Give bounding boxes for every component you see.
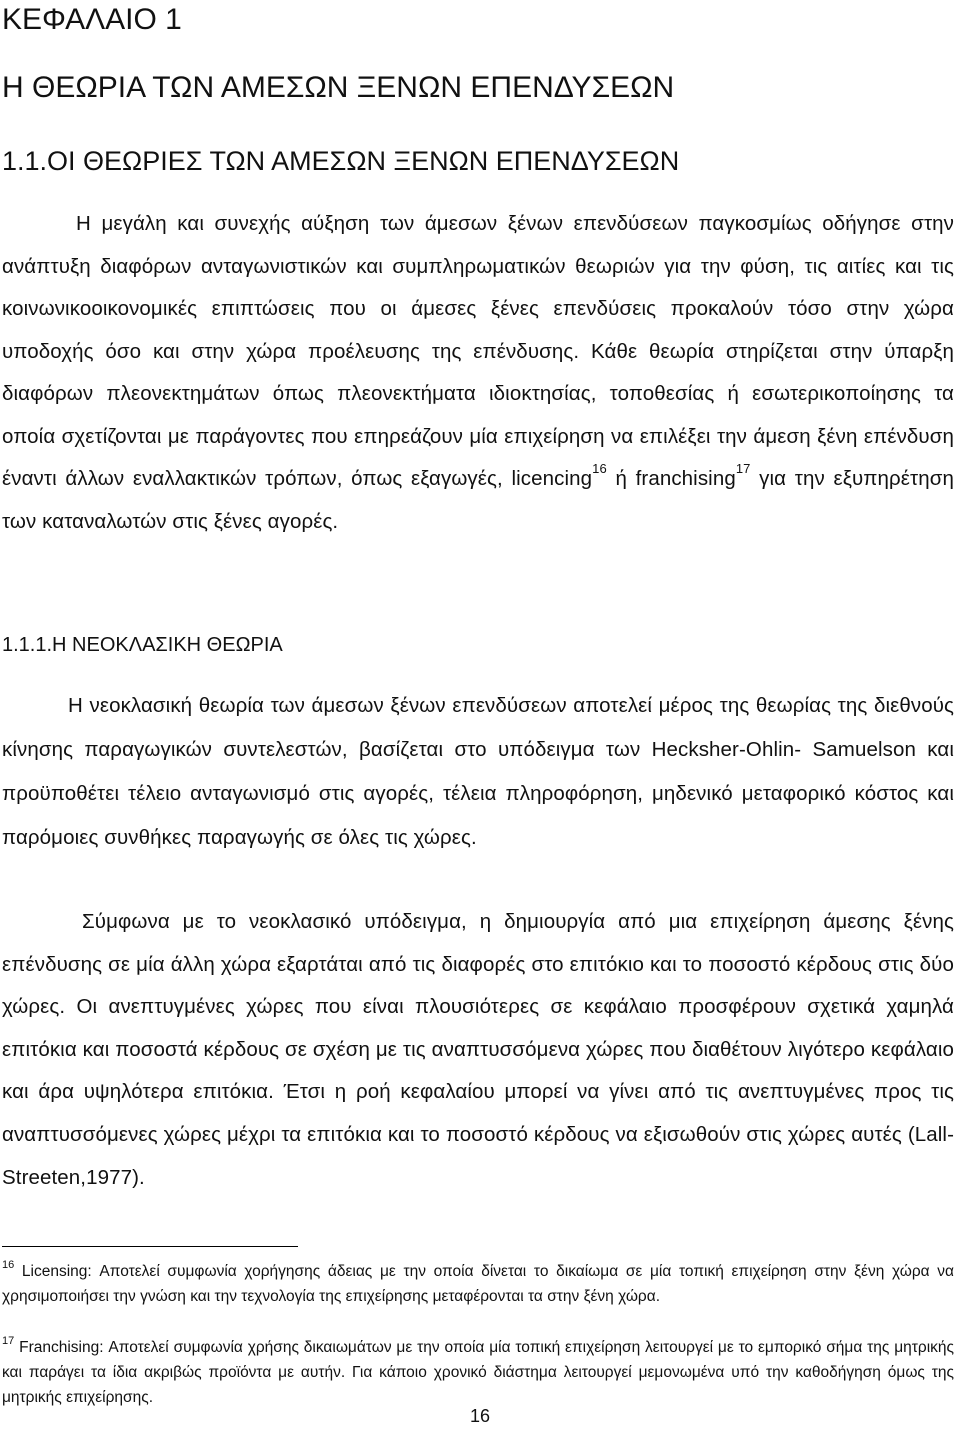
footnote-ref-17[interactable]: 17: [735, 461, 751, 476]
paragraph-intro-text-b: ή franchising: [606, 467, 736, 490]
footnote-16: [2, 1259, 954, 1309]
paragraph-intro: [2, 203, 954, 543]
paragraph-intro-text-a: Η μεγάλη και συνεχής αύξηση των άμεσων ξένων επενδύσεων παγκοσμίως οδήγησε στην ανάπτυξη διαφόρων ανταγωνιστικών και συμπληρωματικών θεωριών για την φύση, τις αιτίες και τις κοινωνικοοικονομικές επιπτώσεις που οι άμεσες ξένες επενδύσεις προκαλούν τόσο στην χώρα υποδοχής όσο και στην χώρα προέλευσης της επένδυσης. Κάθε θεωρία στηρίζεται στην ύπαρξη διαφόρων πλεονεκτημάτων όπως πλεονεκτήματα ιδιοκτησίας, τοποθεσίας ή εσωτερικοποίησης τα οποία σχετίζονται με παράγοντες που επηρεάζουν μία επιχείρηση να επιλέξει την άμεση ξένη επένδυση έναντι άλλων εναλλακτικών τρόπων, όπως εξαγωγές, licencing: [2, 212, 954, 490]
paragraph-intro-text-c: για την εξυπηρέτηση των καταναλωτών στις ξένες αγορές.: [2, 467, 954, 533]
footnote-text: Licensing: Αποτελεί συμφωνία χορήγησης άδειας με την οποία δίνεται το δικαίωμα σε μία τοπική επιχείρηση στην ξένη χώρα να χρησιμοποιήσει την γνώση και την τεχνολογία της επιχείρησης μεταφέρονται τα στην ξένη χώρα.: [2, 1263, 954, 1305]
chapter-title: Η ΘΕΩΡΙΑ ΤΩΝ ΑΜΕΣΩΝ ΞΕΝΩΝ ΕΠΕΝΔΥΣΕΩΝ: [2, 71, 675, 104]
footnote-text: Franchising: Αποτελεί συμφωνία χρήσης δικαιωμάτων με την οποία μία τοπική επιχείρηση λειτουργεί με το εμπορικό σήμα της μητρικής και παράγει τα ίδια ακριβώς προϊόντα με αυτήν. Για κάποιο χρονικό διάστημα λειτουργεί μεμονωμένα υπό την καθοδήγηση όμως της μητρικής επιχείρησης.: [2, 1339, 954, 1406]
paragraph-neoclassical: Η νεοκλασική θεωρία των άμεσων ξένων επενδύσεων αποτελεί μέρος της θεωρίας της διεθνούς κίνησης παραγωγικών συντελεστών, βασίζεται στο υπόδειγμα των Hecksher-Ohlin- Samuelson και προϋποθέτει τέλειο ανταγωνισμό στις αγορές, τέλεια πληροφόρηση, μηδενικό μεταφορικό κόστος και παρόμοιες συνθήκες παραγωγής σε όλες τις χώρες.: [2, 694, 954, 849]
chapter-label: ΚΕΦΑΛΑΙΟ 1: [2, 3, 182, 36]
section-heading-1-1-1: 1.1.1.Η ΝΕΟΚΛΑΣΙΚΗ ΘΕΩΡΙΑ: [2, 634, 283, 656]
footnote-17: [2, 1335, 954, 1410]
footnote-ref-16[interactable]: 16: [592, 461, 607, 476]
footnote-separator: [2, 1246, 298, 1247]
page-number: 16: [469, 1406, 491, 1426]
section-heading-1-1: 1.1.ΟΙ ΘΕΩΡΙΕΣ ΤΩΝ ΑΜΕΣΩΝ ΞΕΝΩΝ ΕΠΕΝΔΥΣΕΩΝ: [2, 146, 680, 176]
footnote-number: 17: [2, 1335, 15, 1347]
footnote-number: 16: [2, 1259, 15, 1271]
paragraph-neoclassical-model: Σύμφωνα με το νεοκλασικό υπόδειγμα, η δημιουργία από μια επιχείρηση άμεσης ξένης επένδυσης σε μία άλλη χώρα εξαρτάται από τις διαφορές στο επιτόκιο και το ποσοστό κέρδους στις δύο χώρες. Οι ανεπτυγμένες χώρες που είναι πλουσιότερες σε κεφάλαιο προσφέρουν σχετικά χαμηλά επιτόκια και ποσοστά κέρδους σε σχέση με τις αναπτυσσόμενα χώρες που διαθέτουν λιγότερο κεφάλαιο και άρα υψηλότερα επιτόκια. Έτσι η ροή κεφαλαίου μπορεί να γίνει από τις ανεπτυγμένες προς τις αναπτυσσόμενες χώρες μέχρι τα επιτόκια και το ποσοστό κέρδους να εξισωθούν στις χώρες αυτές (Lall-Streeten,1977).: [2, 910, 954, 1189]
